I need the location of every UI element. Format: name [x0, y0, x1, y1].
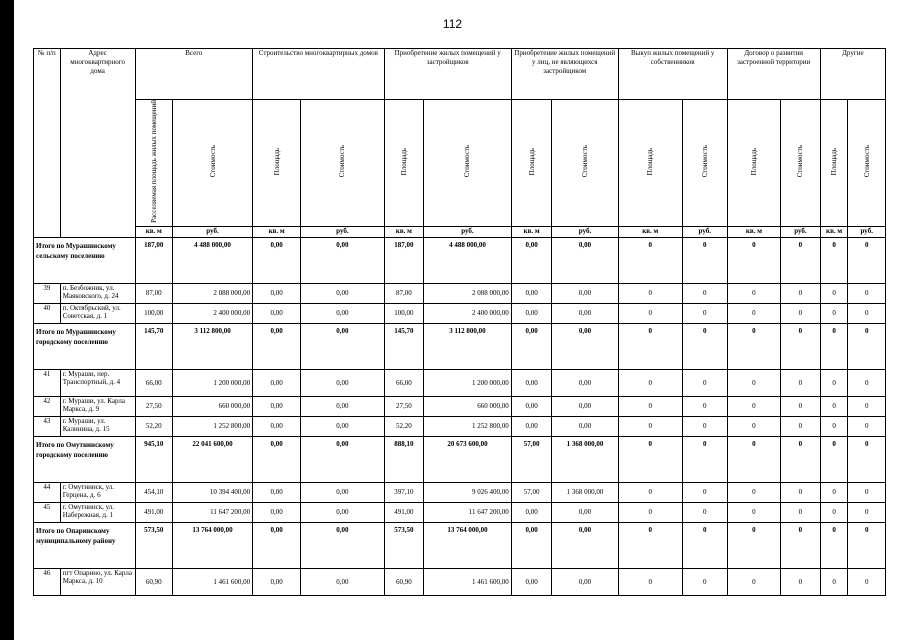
table-cell: 100,00 [135, 303, 172, 323]
table-cell: 0 [618, 396, 682, 416]
unit-label: руб. [682, 226, 727, 237]
table-cell: 0,00 [253, 303, 301, 323]
table-cell: 0,00 [511, 323, 552, 369]
unit-label: кв. м [135, 226, 172, 237]
unit-label: кв. м [618, 226, 682, 237]
table-cell: 2 400 000,00 [172, 303, 252, 323]
table-cell: 0 [727, 237, 780, 283]
table-cell: 0,00 [552, 369, 618, 396]
table-cell: 27,50 [384, 396, 424, 416]
subtotal-row [34, 237, 886, 283]
table-cell: 2 088 000,00 [172, 283, 252, 303]
table-cell: 0 [727, 568, 780, 595]
table-cell: 0 [682, 482, 727, 502]
header-row [34, 49, 886, 100]
subtotal-label: Итого по Опаринскому муниципальному району [34, 522, 136, 568]
table-cell: 0 [618, 323, 682, 369]
table-cell: 4 488 000,00 [172, 237, 252, 283]
table-cell: 0 [781, 283, 821, 303]
table-cell: 0 [820, 283, 848, 303]
table-cell: 9 026 400,00 [424, 482, 512, 502]
table-cell: 0 [820, 436, 848, 482]
subtotal-label: Итого по Мурашинскому городскому поселению [34, 323, 136, 369]
unit-label: кв. м [511, 226, 552, 237]
subheader-cost: Стоимость [682, 100, 727, 227]
table-cell: 0 [781, 482, 821, 502]
table-cell: 397,10 [384, 482, 424, 502]
table-cell: 0,00 [511, 502, 552, 522]
table-cell: 27,50 [135, 396, 172, 416]
row-address: п. Безбожник, ул. Маяковского, д. 24 [60, 283, 135, 303]
table-cell: 60,90 [384, 568, 424, 595]
table-cell: 0 [682, 237, 727, 283]
table-cell: 0,00 [253, 369, 301, 396]
table-cell: 0 [727, 482, 780, 502]
table-cell: 0,00 [511, 303, 552, 323]
table-cell: 0,00 [301, 482, 384, 502]
table-cell: 3 112 800,00 [172, 323, 252, 369]
subheader-area: Площадь [253, 100, 301, 227]
subheader-area: Площадь [618, 100, 682, 227]
table-cell: 573,50 [384, 522, 424, 568]
subheader-cost: Стоимость [848, 100, 886, 227]
row-address: г. Мураши, пер. Транспортный, д. 4 [60, 369, 135, 396]
table-cell: 0,00 [511, 522, 552, 568]
table-cell: 0 [618, 502, 682, 522]
table-cell: 0,00 [552, 283, 618, 303]
row-address: пгт Опарино, ул. Карла Маркса, д. 10 [60, 568, 135, 595]
table-cell: 0,00 [301, 323, 384, 369]
table-cell: 0 [618, 482, 682, 502]
subtotal-label: Итого по Омутнинскому городскому поселению [34, 436, 136, 482]
table-cell: 0 [781, 416, 821, 436]
table-cell: 945,10 [135, 436, 172, 482]
table-cell: 0,00 [253, 416, 301, 436]
unit-label: руб. [781, 226, 821, 237]
table-cell: 0,00 [511, 396, 552, 416]
subheader-area: Площадь [511, 100, 552, 227]
table-cell: 0,00 [511, 416, 552, 436]
table-cell: 0 [618, 303, 682, 323]
table-cell: 0 [820, 416, 848, 436]
row-address: г. Омутнинск, ул. Герцена, д. 6 [60, 482, 135, 502]
table-row [34, 283, 886, 303]
subheader-area: Площадь [820, 100, 848, 227]
table-cell: 13 764 000,00 [424, 522, 512, 568]
row-number: 43 [34, 416, 61, 436]
table-cell: 0,00 [552, 522, 618, 568]
unit-label: кв. м [253, 226, 301, 237]
group-header-construction: Строительство многоквартирных домов [253, 49, 384, 100]
table-cell: 87,00 [135, 283, 172, 303]
table-cell: 0 [727, 369, 780, 396]
subtotal-row [34, 522, 886, 568]
subheader-row [34, 100, 886, 227]
col-header-address: Адрес многоквартирного дома [60, 49, 135, 238]
table-cell: 52,20 [384, 416, 424, 436]
table-cell: 0 [727, 522, 780, 568]
subheader-total-area: Расселяемая площадь жилых помещений [135, 100, 172, 227]
group-header-purchase-non-developers: Приобретение жилых помещений у лиц, не являющихся застройщиком [511, 49, 618, 100]
group-header-purchase-developers: Приобретение жилых помещений у застройщиков [384, 49, 511, 100]
table-cell: 1 252 800,00 [172, 416, 252, 436]
table-row [34, 303, 886, 323]
table-cell: 888,10 [384, 436, 424, 482]
table-cell: 0 [682, 416, 727, 436]
table-row [34, 396, 886, 416]
table-cell: 11 647 200,00 [172, 502, 252, 522]
table-cell: 0,00 [253, 436, 301, 482]
table-cell: 0 [820, 482, 848, 502]
table-cell: 0 [618, 416, 682, 436]
table-cell: 0 [820, 303, 848, 323]
table-cell: 0 [727, 436, 780, 482]
unit-label: кв. м [820, 226, 848, 237]
table-cell: 1 461 600,00 [172, 568, 252, 595]
row-address: г. Омутнинск, ул. Набережная, д. 1 [60, 502, 135, 522]
table-cell: 2 088 000,00 [424, 283, 512, 303]
table-cell: 0,00 [301, 436, 384, 482]
table-cell: 10 394 400,00 [172, 482, 252, 502]
subheader-area: Площадь [727, 100, 780, 227]
table-cell: 1 461 600,00 [424, 568, 512, 595]
table-cell: 1 368 000,00 [552, 482, 618, 502]
unit-label: кв. м [384, 226, 424, 237]
row-number: 44 [34, 482, 61, 502]
table-cell: 0,00 [552, 237, 618, 283]
table-cell: 145,70 [135, 323, 172, 369]
table-cell: 145,70 [384, 323, 424, 369]
table-cell: 0,00 [301, 502, 384, 522]
table-cell: 0,00 [301, 369, 384, 396]
table-cell: 60,90 [135, 568, 172, 595]
table-cell: 0 [781, 323, 821, 369]
table-cell: 0 [682, 283, 727, 303]
table-row [34, 502, 886, 522]
table-cell: 0 [848, 482, 886, 502]
table-cell: 0,00 [511, 283, 552, 303]
table-cell: 0 [781, 436, 821, 482]
table-cell: 0 [682, 323, 727, 369]
table-cell: 20 673 600,00 [424, 436, 512, 482]
table-cell: 0,00 [552, 568, 618, 595]
table-cell: 0 [727, 303, 780, 323]
table-cell: 0 [618, 369, 682, 396]
table-cell: 0,00 [253, 237, 301, 283]
row-address: г. Мураши, ул. Карла Маркса, д. 9 [60, 396, 135, 416]
table-cell: 0,00 [552, 416, 618, 436]
table-cell: 0,00 [253, 323, 301, 369]
table-cell: 57,00 [511, 436, 552, 482]
table-cell: 0 [781, 237, 821, 283]
table-cell: 0,00 [301, 237, 384, 283]
unit-label: руб. [301, 226, 384, 237]
table-cell: 187,00 [135, 237, 172, 283]
subheader-cost: Стоимость [552, 100, 618, 227]
group-header-total: Всего [135, 49, 253, 100]
subheader-cost: Стоимость [301, 100, 384, 227]
table-cell: 13 764 000,00 [172, 522, 252, 568]
table-cell: 0 [682, 522, 727, 568]
table-cell: 0,00 [301, 568, 384, 595]
table-cell: 0 [820, 568, 848, 595]
subheader-cost: Стоимость [424, 100, 512, 227]
unit-label: руб. [424, 226, 512, 237]
table-cell: 0 [848, 416, 886, 436]
table-cell: 0,00 [552, 323, 618, 369]
units-row [34, 226, 886, 237]
table-cell: 1 200 000,00 [172, 369, 252, 396]
table-cell: 0 [820, 369, 848, 396]
table-cell: 0,00 [511, 369, 552, 396]
table-cell: 2 400 000,00 [424, 303, 512, 323]
table-cell: 491,00 [135, 502, 172, 522]
table-cell: 0 [848, 396, 886, 416]
table-cell: 0 [682, 303, 727, 323]
table-cell: 0,00 [253, 283, 301, 303]
table-row [34, 416, 886, 436]
row-number: 46 [34, 568, 61, 595]
scan-edge-bar [0, 0, 14, 640]
table-cell: 0,00 [253, 568, 301, 595]
col-header-num: № п/п [34, 49, 61, 238]
row-address: г. Мураши, ул. Калинина, д. 15 [60, 416, 135, 436]
table-cell: 0,00 [552, 396, 618, 416]
table-cell: 0 [781, 502, 821, 522]
table-cell: 0 [848, 436, 886, 482]
table-cell: 0,00 [301, 416, 384, 436]
group-header-buyout-owners: Выкуп жилых помещений у собственников [618, 49, 727, 100]
table-cell: 0 [781, 568, 821, 595]
row-address: п. Октябрьский, ул. Советская, д. 1 [60, 303, 135, 323]
table-cell: 0 [618, 436, 682, 482]
table-cell: 0 [848, 369, 886, 396]
subtotal-row [34, 436, 886, 482]
table-cell: 57,00 [511, 482, 552, 502]
table-cell: 0 [848, 502, 886, 522]
table-cell: 0 [682, 436, 727, 482]
table-cell: 0 [727, 396, 780, 416]
unit-label: руб. [172, 226, 252, 237]
table-cell: 22 041 600,00 [172, 436, 252, 482]
table-cell: 0 [848, 283, 886, 303]
table-cell: 66,00 [135, 369, 172, 396]
subtotal-row [34, 323, 886, 369]
table-cell: 1 368 000,00 [552, 436, 618, 482]
table-cell: 0,00 [253, 522, 301, 568]
group-header-other: Другие [820, 49, 885, 100]
row-number: 42 [34, 396, 61, 416]
subheader-cost: Стоимость [781, 100, 821, 227]
table-cell: 87,00 [384, 283, 424, 303]
table-cell: 0,00 [301, 283, 384, 303]
table-cell: 0,00 [253, 396, 301, 416]
row-number: 40 [34, 303, 61, 323]
table-cell: 0 [848, 323, 886, 369]
table-cell: 0 [848, 522, 886, 568]
table-cell: 66,00 [384, 369, 424, 396]
table-row [34, 369, 886, 396]
table-cell: 0,00 [301, 522, 384, 568]
table-cell: 0 [682, 369, 727, 396]
subheader-cost: Стоимость [172, 100, 252, 227]
table-cell: 0 [618, 237, 682, 283]
table-cell: 573,50 [135, 522, 172, 568]
table-cell: 3 112 800,00 [424, 323, 512, 369]
subtotal-label: Итого по Мурашинскому сельскому поселению [34, 237, 136, 283]
table-cell: 0,00 [552, 303, 618, 323]
page-number: 112 [442, 17, 463, 31]
table-cell: 0 [848, 237, 886, 283]
table-cell: 0 [820, 323, 848, 369]
table-cell: 0 [682, 502, 727, 522]
table-cell: 1 252 800,00 [424, 416, 512, 436]
row-number: 39 [34, 283, 61, 303]
housing-resettlement-table [33, 48, 886, 596]
table-cell: 0 [820, 502, 848, 522]
table-cell: 660 000,00 [424, 396, 512, 416]
table-row [34, 482, 886, 502]
table-cell: 660 000,00 [172, 396, 252, 416]
table-cell: 0 [727, 416, 780, 436]
table-cell: 0 [820, 522, 848, 568]
table-cell: 0,00 [253, 502, 301, 522]
table-cell: 0 [848, 303, 886, 323]
unit-label: кв. м [727, 226, 780, 237]
table-cell: 491,00 [384, 502, 424, 522]
row-number: 41 [34, 369, 61, 396]
unit-label: руб. [552, 226, 618, 237]
table-cell: 0,00 [511, 237, 552, 283]
unit-label: руб. [848, 226, 886, 237]
table-cell: 0 [682, 396, 727, 416]
table-cell: 4 488 000,00 [424, 237, 512, 283]
table-cell: 52,20 [135, 416, 172, 436]
group-header-territory-development: Договор о развитии застроенной территории [727, 49, 820, 100]
table-cell: 11 647 200,00 [424, 502, 512, 522]
table-cell: 0 [727, 323, 780, 369]
table-cell: 1 200 000,00 [424, 369, 512, 396]
table-cell: 454,10 [135, 482, 172, 502]
table-cell: 100,00 [384, 303, 424, 323]
table-cell: 0 [781, 396, 821, 416]
table-cell: 0 [781, 522, 821, 568]
table-cell: 0 [618, 522, 682, 568]
table-cell: 0 [781, 369, 821, 396]
table-cell: 0 [618, 283, 682, 303]
table-cell: 0,00 [301, 396, 384, 416]
table-cell: 0 [618, 568, 682, 595]
table-cell: 0,00 [253, 482, 301, 502]
table-cell: 0 [820, 396, 848, 416]
table-cell: 0 [727, 502, 780, 522]
table-cell: 0,00 [511, 568, 552, 595]
table-cell: 0 [848, 568, 886, 595]
table-cell: 0 [727, 283, 780, 303]
subheader-area: Площадь [384, 100, 424, 227]
table-cell: 0 [820, 237, 848, 283]
table-row [34, 568, 886, 595]
table-cell: 0,00 [552, 502, 618, 522]
table-cell: 0 [781, 303, 821, 323]
table-cell: 187,00 [384, 237, 424, 283]
table-cell: 0,00 [301, 303, 384, 323]
table-body [34, 237, 886, 595]
row-number: 45 [34, 502, 61, 522]
table-cell: 0 [682, 568, 727, 595]
